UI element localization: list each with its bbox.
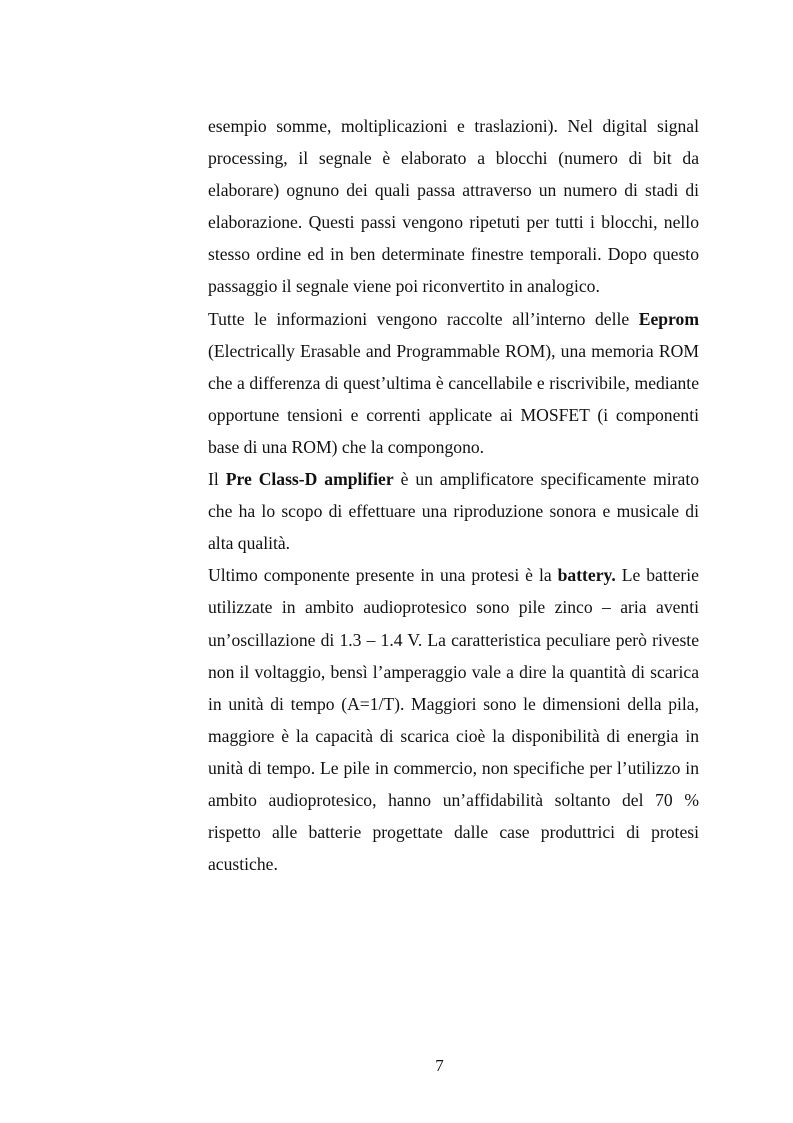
paragraph-amplifier <box>208 463 699 559</box>
paragraph-battery-lead: Ultimo componente presente in una protesi è la <box>208 565 558 586</box>
paragraph-dsp-text: esempio somme, moltiplicazioni e traslazioni). Nel digital signal processing, il segnale è elaborato a blocchi (numero di bit da elaborare) ognuno dei quali passa attraverso un numero di stadi di elaborazione. Questi passi vengono ripetuti per tutti i blocchi, nello stesso ordine ed in ben determinate finestre temporali. Dopo questo passaggio il segnale viene poi riconvertito in analogico. <box>208 116 699 297</box>
term-eeprom: Eeprom <box>638 308 699 329</box>
body-text <box>208 110 699 880</box>
term-pre-class-d-amplifier: Pre Class-D amplifier <box>225 469 394 490</box>
paragraph-battery <box>208 559 699 880</box>
paragraph-eeprom <box>208 303 699 463</box>
paragraph-amplifier-lead: Il <box>208 469 226 490</box>
paragraph-eeprom-tail: (Electrically Erasable and Programmable ROM), una memoria ROM che a differenza di quest’ultima è cancellabile e riscrivibile, mediante opportune tensioni e correnti applicate ai MOSFET (i componenti base di una ROM) che la compongono. <box>208 340 699 457</box>
paragraph-dsp <box>208 110 699 303</box>
page-number: 7 <box>435 1056 444 1075</box>
paragraph-battery-tail: Le batterie utilizzate in ambito audioprotesico sono pile zinco – aria aventi un’oscillazione di 1.3 – 1.4 V. La caratteristica peculiare però riveste non il voltaggio, bensì l’amperaggio vale a dire la quantità di scarica in unità di tempo (A=1/T). Maggiori sono le dimensioni della pila, maggiore è la capacità di scarica cioè la disponibilità di energia in unità di tempo. Le pile in commercio, non specifiche per l’utilizzo in ambito audioprotesico, hanno un’affidabilità soltanto del 70 % rispetto alle batterie progettate dalle case produttrici di protesi acustiche. <box>208 565 699 875</box>
term-battery: battery. <box>557 565 616 586</box>
paragraph-amplifier-tail: è un amplificatore specificamente mirato che ha lo scopo di effettuare una riproduzione sonora e musicale di alta qualità. <box>208 469 700 554</box>
paragraph-eeprom-lead: Tutte le informazioni vengono raccolte all’interno delle <box>208 308 639 329</box>
